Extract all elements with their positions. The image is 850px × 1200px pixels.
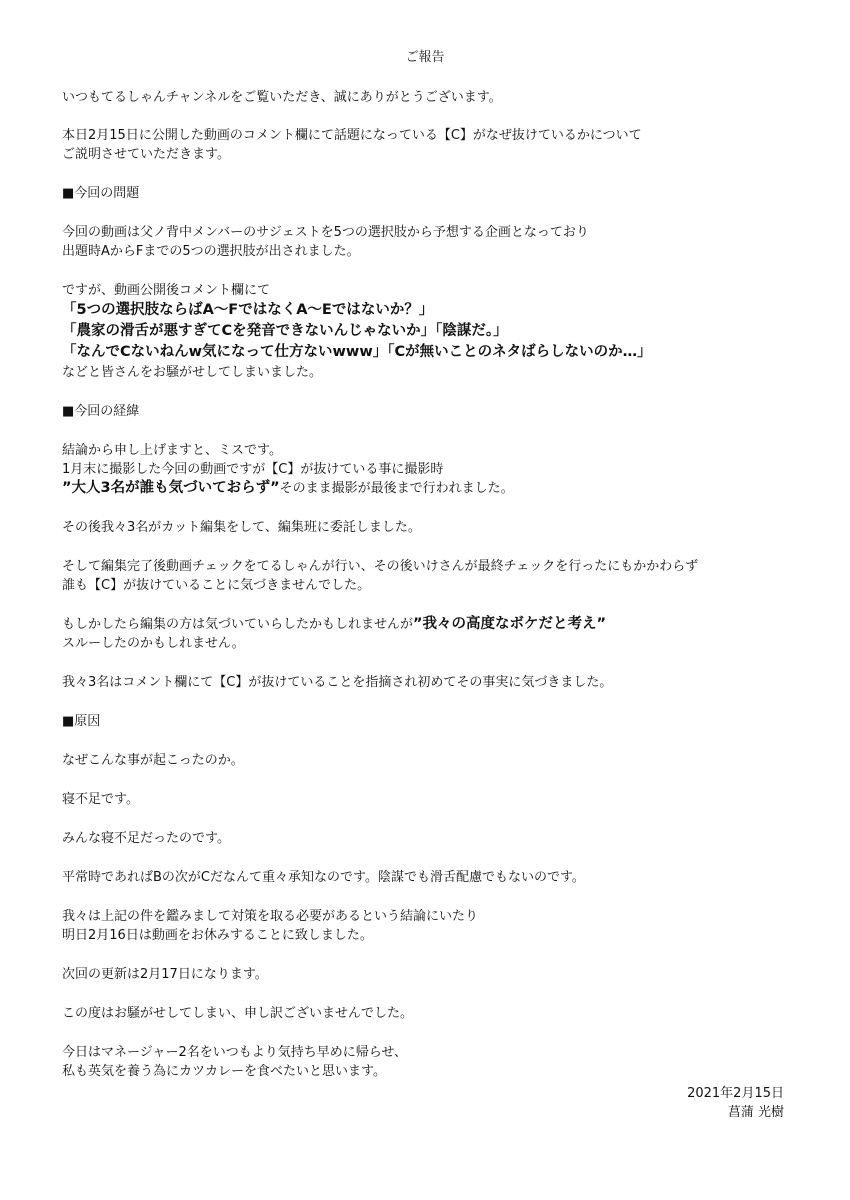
- cause-answer: 寝不足です。: [62, 792, 139, 807]
- measure-line-2: 明日2月16日は動画をお休みすることに致しました。: [62, 928, 373, 943]
- comment-quote-2: 「農家の滑舌が悪すぎてCを発音できないんじゃないか」「陰謀だ。」: [62, 323, 508, 339]
- discovery-line: 我々3名はコメント欄にて【C】が抜けていることを指摘され初めてその事実に気づきました。: [62, 675, 613, 690]
- editor-line-1: [62, 615, 802, 634]
- signature-author: 菖蒲 光樹: [727, 1105, 784, 1120]
- check-line-1: そして編集完了後動画チェックをてるしゃんが行い、その後いけさんが最終チェックを行ったにもかかわらず: [62, 559, 699, 574]
- comment-quote-1: 「5つの選択肢ならばA～FではなくA～Eではないか？」: [62, 302, 434, 318]
- intro-line-1: 本日2月15日に公開した動画のコメント欄にて話題になっている【C】がなぜ抜けているかについて: [62, 128, 642, 143]
- background-emphasis: ”大人3名が誰も気づいておらず”: [62, 480, 280, 496]
- intro-line-2: ご説明させていただきます。: [62, 147, 230, 162]
- section-heading-cause: ■原因: [62, 714, 101, 729]
- closing-line-1: 今日はマネージャー2名をいつもより気持ち早めに帰らせ、: [62, 1045, 407, 1060]
- cause-note: 平常時であればBの次がCだなんて重々承知なのです。陰謀でも滑舌配慮でもないのです。: [62, 870, 585, 885]
- apology-line: この度はお騒がせしてしまい、申し訳ございませんでした。: [62, 1006, 414, 1021]
- editing-line: その後我々3名がカット編集をして、編集班に委託しました。: [62, 520, 421, 535]
- background-line-3: [62, 479, 802, 498]
- next-update-line: 次回の更新は2月17日になります。: [62, 967, 268, 982]
- comment-tail: などと皆さんをお騒がせしてしまいました。: [62, 365, 323, 380]
- problem-line-2: 出題時AからFまでの5つの選択肢が出されました。: [62, 244, 360, 259]
- background-line-2: 1月末に撮影した今回の動画ですが【C】が抜けている事に撮影時: [62, 462, 444, 477]
- editor-line-2: スルーしたのかもしれません。: [62, 636, 245, 651]
- comment-intro: ですが、動画公開後コメント欄にて: [62, 283, 271, 298]
- cause-question: なぜこんな事が起こったのか。: [62, 753, 244, 768]
- section-heading-background: ■今回の経緯: [62, 404, 140, 419]
- problem-line-1: 今回の動画は父ノ背中メンバーのサジェストを5つの選択肢から予想する企画となっており: [62, 225, 589, 240]
- cause-elaboration: みんな寝不足だったのです。: [62, 831, 230, 846]
- check-line-2: 誰も【C】が抜けていることに気づきませんでした。: [62, 578, 371, 593]
- background-line-3-rest: そのまま撮影が最後まで行われました。: [279, 481, 514, 496]
- editor-emphasis: ”我々の高度なボケだと考え”: [413, 616, 607, 632]
- section-heading-problem: ■今回の問題: [62, 186, 140, 201]
- document-title: ご報告: [405, 50, 445, 65]
- measure-line-1: 我々は上記の件を鑑みまして対策を取る必要があるという結論にいたり: [62, 909, 479, 924]
- greeting: いつもてるしゃんチャンネルをご覧いただき、誠にありがとうございます。: [62, 90, 502, 105]
- closing-line-2: 私も英気を養う為にカツカレーを食べたいと思います。: [62, 1064, 386, 1079]
- document-body: [62, 88, 802, 1081]
- signature-date: 2021年2月15日: [687, 1086, 784, 1101]
- comment-quote-3: 「なんでCないねんw気になって仕方ないwww」「Cが無いことのネタばらしないのか…」: [62, 344, 652, 360]
- editor-line-1-pre: もしかしたら編集の方は気づいていらしたかもしれませんが: [62, 617, 414, 632]
- background-line-1: 結論から申し上げますと、ミスです。: [62, 443, 282, 458]
- signature-block: [687, 1084, 784, 1122]
